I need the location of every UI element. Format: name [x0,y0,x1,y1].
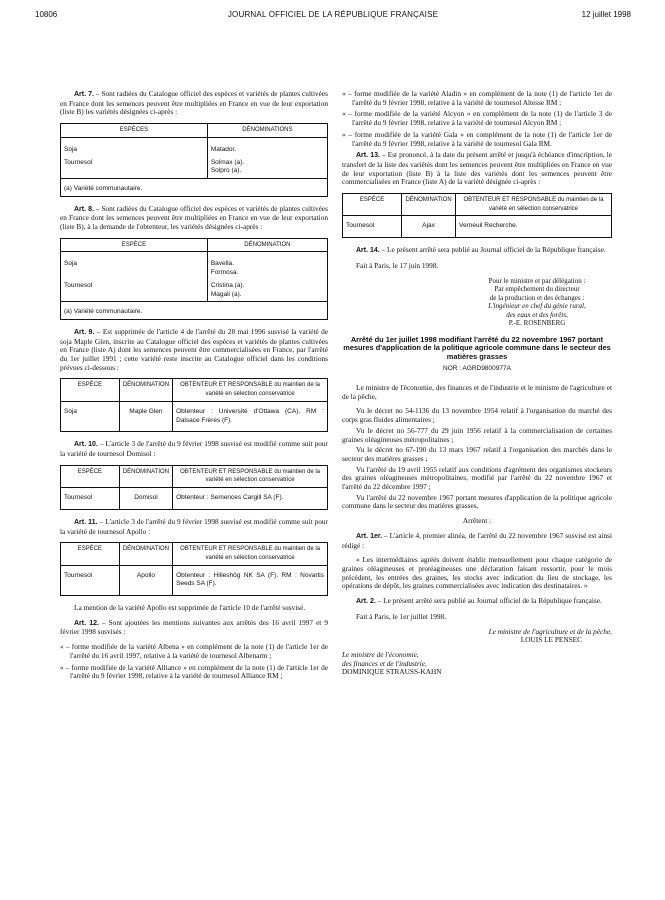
preamble: Le ministre de l'économie, des finances et de l'industrie et le ministre de l'agriculture et de la pêche, [342,383,612,401]
article-2: Art. 2. – Le présent arrêté sera publié au Journal officiel de la République française. [356,596,602,606]
bullet-gala: « – forme modifiée de la variété Gala » en complément de la note (1) de l'article 1er de l'arrêté du 9 février 1998, relative à la variété de tournesol Gala RM. [342,129,612,148]
table-apollo: ESPÈCE DÉNOMINATION OBTENTEUR ET RESPONSABLE du maintien de la variété en sélection conservatrice Tournesol Apollo Obtenteur : Hilleshög NK SA (F). RM : Novartis Seeds SA (F). [60,542,328,596]
vu-decret-1954: Vu le décret no 54-1136 du 13 novembre 1954 relatif à l'organisation du marché des corps gras fluides alimentaires ; [342,406,612,425]
table-radiees-obtenteur: ESPÈCE DÉNOMINATION Soja Bavella. Formosa. Tournesol Cristina (a). Magali (a). (a) Variété communautaire. [60,238,328,320]
fait-a-paris-1: Fait à Paris, le 17 juin 1998. [356,260,439,270]
table-maple-glen: ESPÈCE DÉNOMINATION OBTENTEUR ET RESPONSABLE du maintien de la variété en sélection conservatrice Soja Maple Glen Obtenteur : Université d'Ottawa (CA). RM : Dalsace Frères (F). [60,378,328,432]
bullet-aladin: « – forme modifiée de la variété Aladin » en complément de la note (1) de l'article 1er de l'arrêté du 9 février 1998, relative à la variété de tournesol Altesse RM ; [342,89,612,107]
table-radiees-b: ESPÈCES DÉNOMINATIONS Soja Matador. Tournesol Solmax (a). Solpro (a). (a) Variété communautaire. [60,123,328,197]
table-domisol: ESPÈCE DÉNOMINATION OBTENTEUR ET RESPONSABLE du maintien de la variété en sélection conservatrice Tournesol Domisol Obtenteur : Semences Cargill SA (F). [60,465,328,510]
signature-block-1: Pour le ministre et par délégation : Par empêchement du directeur de la production et des échanges : L'ingénieur en chef du génie rural, des eaux et des forêts, P.-E. ROSENBERG [488,276,586,328]
signature-block-3: Le ministre de l'économie, des finances et de l'industrie, DOMINIQUE STRAUSS-KAHN [342,649,442,677]
apollo-paragraph: La mention de la variété Apollo est supprimée de l'article 10 de l'arrêté susvisé. [74,603,306,613]
article-10: Art. 10. – L'article 3 de l'arrêté du 9 février 1998 susvisé est modifié comme suit pour la variété de tournesol Domisol : [60,439,328,458]
article-12: Art. 12. – Sont ajoutées les mentions suivantes aux arrêtés des 16 avril 1997 et 9 février 1998 susvisés : [60,617,328,637]
article-8: Art. 8. – Sont radiées du Catalogue officiel des espèces et variétés de plantes cultivées en France dont les semences peuvent être multipliées en France en vue de leur exportation (liste B), à la demande de l'obtenteur, les variétés désignées ci-après : [60,203,328,232]
quoted-text: « Les intermédiaires agréés doivent établir mensuellement pour chaque catégorie de graines oléagineuses et protéagineuses une déclaration faisant ressortir, pour le mois précédent, les entrées des graines, les stocks avec indication du lieu de stockage, les opérations de dépôt, les graines commercialisées avec indication des destinataires. » [342,555,612,591]
article-9: Art. 9. – Est supprimée de l'article 4 de l'arrêté du 28 mai 1996 susvisé la variété de soja Maple Glen, inscrite au Catalogue officiel des espèces et variétés de plantes cultivées en France (liste A) dont les semences peuvent être commercialisées en France, par l'arrêté du 1er juillet 1991 ; cette variété reste inscrite au Catalogue officiel dans les conditions prévues ci-dessous : [60,326,328,372]
article-14: Art. 14. – Le présent arrêté sera publié au Journal officiel de la République française. [356,245,606,255]
vu-arrete-1955: Vu l'arrêté du 19 avril 1955 relatif aux conditions d'agrément des organismes stockeurs des graines oléagineuses métropolitaines, modifié par l'arrêté du 22 novembre 1967 et l'arrêté du 22 décembre 1997 ; [342,464,612,492]
article-7: Art. 7. – Sont radiées du Catalogue officiel des espèces et variétés de plantes cultivées en France dont les semences peuvent être multipliées en France en vue de leur exportation (liste B) les variétés désignées ci-après : [60,89,328,117]
article-1: Art. 1er. – L'article 4, premier alinéa, de l'arrêté du 22 novembre 1967 susvisé est ainsi rédigé : [342,530,612,550]
vu-arrete-1967: Vu l'arrêté du 22 novembre 1967 portant mesures d'application de la politique agricole commune dans le secteur des matières grasses, [342,492,612,511]
arrete-title: Arrêté du 1er juillet 1998 modifiant l'arrêté du 22 novembre 1967 portant mesures d'application de la politique agricole commune dans le secteur des matières grasses [343,334,611,361]
page-number: 10806 [35,10,58,19]
vu-decret-1967: Vu le décret no 67-190 du 13 mars 1967 relatif à l'organisation des marchés dans le secteur des matières grasses ; [342,445,612,463]
arretent: Arrêtent : [462,516,492,526]
left-column [60,90,328,684]
nor-reference: NOR : AGRD9800977A [443,365,511,373]
bullet-alliance: « – forme modifiée de la variété Alliance » en complément de la note (1) de l'article 1er de l'arrêté du 9 février 1998, relative à la variété de tournesol Alliance RM ; [60,662,328,681]
bullet-alcyon: « – forme modifiée de la variété Alcyon » en complément de la note (1) de l'article 3 de l'arrêté du 9 février 1998, relative à la variété de tournesol Alcyon RM ; [342,109,612,128]
table-ajax: ESPÈCE DÉNOMINATION OBTENTEUR ET RESPONSABLE du maintien de la variété en sélection conservatrice Tournesol Ajax Verneuil Recherche. [342,193,612,238]
fait-a-paris-2: Fait à Paris, le 1er juillet 1998. [356,611,446,621]
right-column [342,90,612,677]
article-13: Art. 13. – Est prononcé, à la date du présent arrêté et jusqu'à échéance d'inscription, le transfert de la liste des variétés dont les semences peuvent être multipliées en France en vue de leur exportation (liste B) à la liste des variétés dont les semences peuvent être commercialisées en France (liste A) de la variété désignée ci-après : [342,150,612,187]
signature-block-2: Le ministre de l'agriculture et de la pêche, LOUIS LE PENSEC [488,626,612,645]
article-11: Art. 11. – L'article 3 de l'arrêté du 9 février 1998 susvisé est modifié comme suit pour la variété de tournesol Apollo : [60,516,328,536]
page-header [35,10,631,22]
vu-decret-1956: Vu le décret no 56-777 du 29 juin 1956 relatif à la commercialisation de certaines graines oléagineuses métropolitaines ; [342,425,612,444]
bullet-albena: « – forme modifiée de la variété Albena » en complément de la note (1) de l'article 1er de l'arrêté du 16 avril 1997, relative à la variété de tournesol Albenarm ; [60,642,328,660]
journal-title: JOURNAL OFFICIEL DE LA RÉPUBLIQUE FRANÇAISE [227,10,439,19]
issue-date: 12 juillet 1998 [581,10,631,19]
